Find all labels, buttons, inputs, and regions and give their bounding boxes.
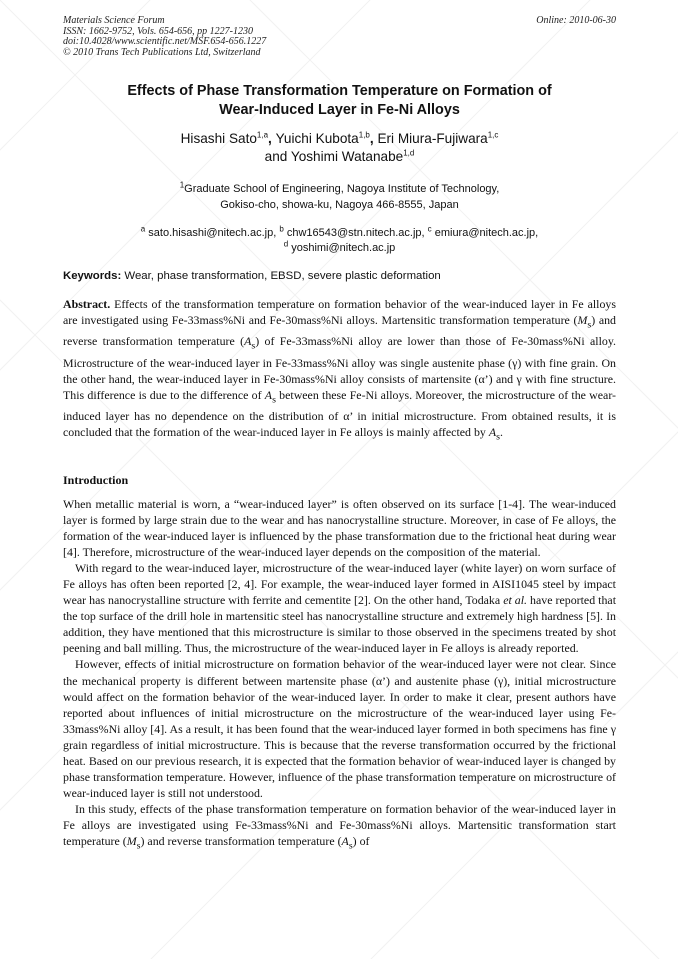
journal-header (63, 16, 616, 58)
author-superscript: 1,b (358, 130, 370, 140)
affiliation-line-2: Gokiso-cho, showa-ku, Nagoya 466-8555, Japan (220, 199, 459, 211)
abstract-label: Abstract. (63, 297, 111, 311)
author-superscript: 1,d (403, 148, 415, 158)
author-list (63, 130, 616, 166)
title-line-2: Wear-Induced Layer in Fe-Ni Alloys (219, 102, 460, 118)
email-line-1: $^a$ sato.hisashi@nitech.ac.jp, $^b$ chw16543@stn.nitech.ac.jp, $^c$ emiura@nitech.ac.jp, (140, 224, 539, 239)
email-d[interactable]: yoshimi@nitech.ac.jp (291, 242, 396, 254)
abstract: Abstract. Effects of the transformation temperature on formation behavior of the wear-induced layer in Fe alloys are investigated using Fe-33mass%Ni and Fe-30mass%Ni alloys. Martensitic transformation temperature $(M_s)$ and reverse transformation temperature $(A_s)$ of Fe-33mass%Ni alloy are lower than those of Fe-30mass%Ni alloy. Microstructure of the wear-induced layer in Fe-33mass%Ni alloy was single austenite phase (γ) with fine grain. On the other hand, the wear-induced layer in Fe-30mass%Ni alloy consists of martensite (α’) and γ with fine structure. This difference is due to the difference of $A_s$ between these Fe-Ni alloys. Moreover, the microstructure of the wear-induced layer has no dependence on the distribution of α’ in initial microstructure. From obtained results, it is concluded that the formation of the wear-induced layer in Fe alloys is mainly affected by $A_s$. (63, 297, 617, 443)
email-c[interactable]: emiura@nitech.ac.jp, (434, 227, 539, 239)
paragraph: However, effects of initial microstructure on formation behavior of the wear-induced layer were not clear. Since the mechanical property is different between martensite phase (α’) and austenite phase (γ), initial microstructure would affect on the formation behavior of the wear-induced layer. In order to make it clear, present authors have reported about influences of initial microstructure on the microstructure of the wear-induced layer using Fe-33mass%Ni alloy [4]. As a result, it has been found that the wear-induced layer formed in both specimens has fine γ grain regardless of initial microstructure. This is because that the reverse transformation occurred by the frictional heat. Based on our previous research, it is expected that the formation behavior of wear-induced layer is changed by phase transformation temperature. However, influence of the phase transformation temperature on microstructure of wear-induced layer is still not understood. (63, 657, 616, 800)
author-name: Eri Miura-Fujiwara (377, 131, 488, 146)
email-line-2: $^d$ yoshimi@nitech.ac.jp (283, 239, 396, 254)
title-line-1: Effects of Phase Transformation Temperature on Formation of (127, 83, 552, 99)
affiliation-line-1: $^1$Graduate School of Engineering, Nagoya Institute of Technology, (179, 180, 500, 195)
author-and: and (264, 149, 288, 164)
author-superscript: 1,a (256, 130, 269, 140)
paragraph: With regard to the wear-induced layer, microstructure of the wear-induced layer (white layer) on worn surface of Fe alloys has often been reported [2, 4]. For example, the wear-induced layer formed in AISI1045 steel by impact wear has nanocrystalline structure with ferrite and cementite [2]. On the other hand, Todaka et al. have reported that the top surface of the drill hole in martensitic steel has nanocrystalline structure and extremely high hardness [5]. In addition, they have mentioned that this microstructure is similar to those observed in the specimens treated by shot peening and ball milling. Thus, the microstructure of the wear-induced layer in Fe alloys is already reported. (63, 561, 617, 656)
keywords (63, 269, 616, 284)
journal-name: Materials Science Forum (63, 15, 165, 26)
journal-doi: doi:10.4028/www.scientific.net/MSF.654-656.1227 (63, 36, 267, 48)
journal-issn: ISSN: 1662-9752, Vols. 654-656, pp 1227-1230 (63, 25, 253, 37)
introduction-body (63, 496, 616, 854)
email-a[interactable]: sato.hisashi@nitech.ac.jp, (148, 227, 277, 239)
paragraph: In this study, effects of the phase transformation temperature on formation behavior of the wear-induced layer in Fe alloys are investigated using Fe-33mass%Ni and Fe-30mass%Ni alloys. Martensitic transformation start temperature $(M_s)$ and reverse transformation temperature $(A_s)$ of (63, 801, 616, 852)
author-superscript: 1,c (487, 130, 499, 140)
paper-title (63, 82, 616, 120)
author-emails (63, 226, 616, 256)
author-name: Yuichi Kubota (275, 131, 359, 146)
affiliation (63, 181, 616, 213)
online-date: Online: 2010-06-30 (536, 15, 616, 26)
paragraph: When metallic material is worn, a “wear-induced layer” is often observed on its surface [1-4]. The wear-induced layer is formed by large strain due to the wear and has nanocrystalline structure. Moreover, in case of Fe alloys, the formation of the wear-induced layer is influenced by the phase transformation due to the frictional heat during wear [4]. Therefore, microstructure of the wear-induced layer depends on the composition of the material. (63, 497, 616, 560)
author-line-1: Hisashi Sato$^{1,a}$, Yuichi Kubota$^{1,b}$, Eri Miura-Fujiwara$^{1,c}$ (180, 130, 499, 146)
keywords-text: Wear, phase transformation, EBSD, severe plastic deformation (124, 270, 441, 282)
section-heading-introduction: Introduction (63, 473, 129, 487)
affiliation-superscript: 1 (179, 180, 185, 190)
keywords-label: Keywords: (63, 270, 122, 282)
author-name: Hisashi Sato (180, 131, 257, 146)
author-line-2 (63, 148, 616, 166)
journal-copyright: © 2010 Trans Tech Publications Ltd, Switzerland (63, 46, 261, 58)
author-name: Yoshimi Watanabe (290, 149, 404, 164)
email-b[interactable]: chw16543@stn.nitech.ac.jp, (286, 227, 425, 239)
